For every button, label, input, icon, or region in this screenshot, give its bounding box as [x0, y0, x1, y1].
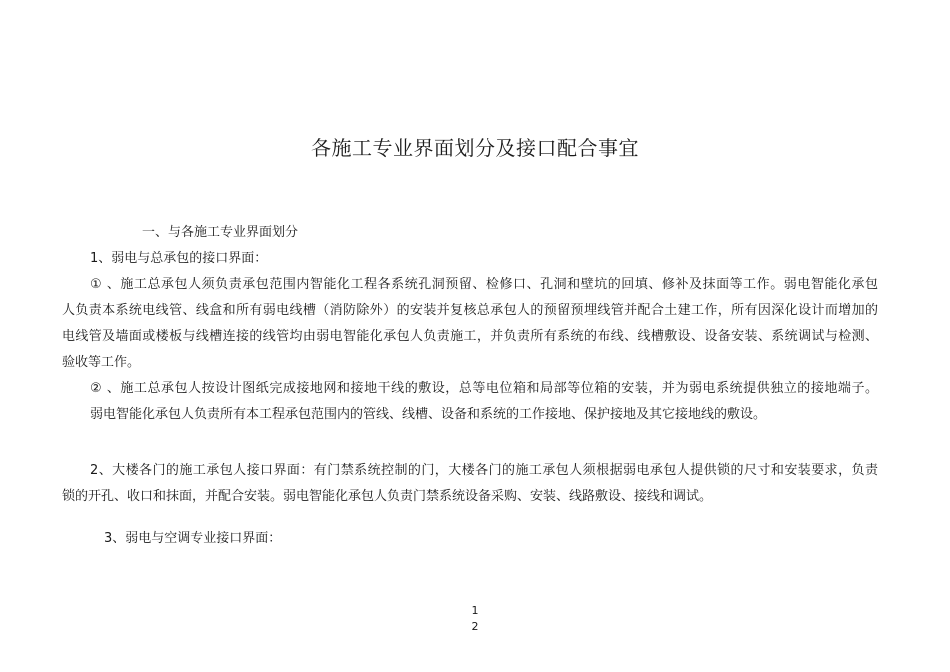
paragraph-line: 人负责本系统电线管、线盒和所有弱电线槽（消防除外）的安装并复核总承包人的预留预埋线管并配合土建工作，所有因深化设计而增加的: [62, 303, 878, 318]
paragraph-line: ② 、施工总承包人按设计图纸完成接地网和接地干线的敷设，总等电位箱和局部等位箱的安装，并为弱电系统提供独立的接地端子。: [90, 381, 878, 396]
paragraph-line: ① 、施工总承包人须负责承包范围内智能化工程各系统孔洞预留、检修口、孔洞和壁坑的回填、修补及抹面等工作。弱电智能化承包: [90, 277, 878, 292]
page-number: 1: [471, 604, 479, 617]
section-heading: 一、与各施工专业界面划分: [142, 225, 299, 240]
page-count: 2: [471, 620, 479, 633]
paragraph-line: 电线管及墙面或楼板与线槽连接的线管均由弱电智能化承包人负责施工，并负责所有系统的布线、线槽敷设、设备安装、系统调试与检测、: [62, 329, 878, 344]
paragraph-line: 2、大楼各门的施工承包人接口界面：有门禁系统控制的门，大楼各门的施工承包人须根据弱电承包人提供锁的尺寸和安装要求，负责: [90, 463, 878, 478]
item1-heading: 1、弱电与总承包的接口界面：: [90, 251, 268, 266]
paragraph-line: 锁的开孔、收口和抹面，并配合安装。弱电智能化承包人负责门禁系统设备采购、安装、线路敷设、接线和调试。: [62, 489, 713, 504]
paragraph-line: 弱电智能化承包人负责所有本工程承包范围内的管线、线槽、设备和系统的工作接地、保护接地及其它接地线的敷设。: [90, 407, 767, 422]
document-title: 各施工专业界面划分及接口配合事宜: [311, 136, 639, 160]
paragraph-line: 验收等工作。: [62, 355, 141, 370]
item3-heading: 3、弱电与空调专业接口界面：: [104, 531, 282, 546]
